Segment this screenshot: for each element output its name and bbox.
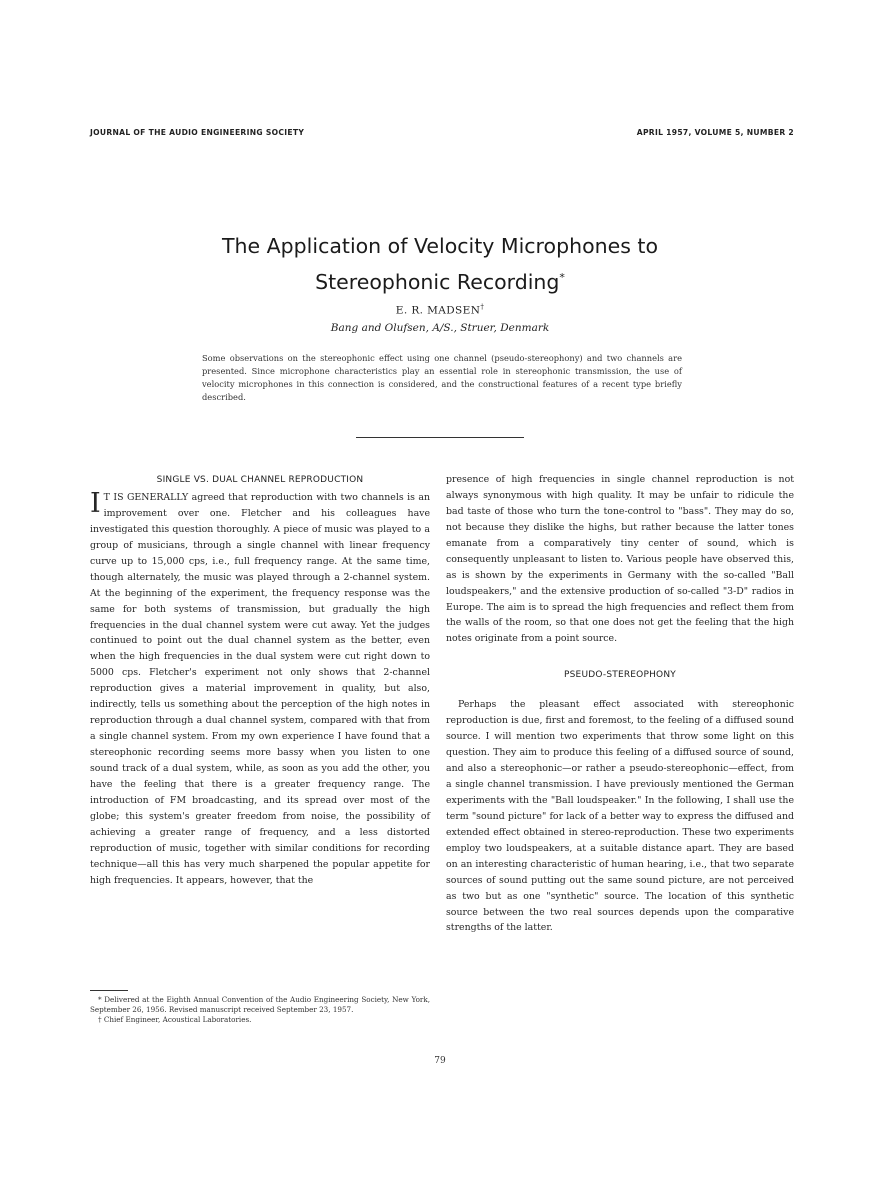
title-line-1: The Application of Velocity Microphones to — [221, 234, 658, 258]
journal-name: JOURNAL OF THE AUDIO ENGINEERING SOCIETY — [90, 128, 305, 137]
footnote-2: † Chief Engineer, Acoustical Laboratories. — [98, 1015, 252, 1024]
issue-info: APRIL 1957, VOLUME 5, NUMBER 2 — [636, 128, 794, 137]
author-footnote-mark: † — [480, 303, 485, 311]
author-affiliation: Bang and Olufsen, A/S., Struer, Denmark — [330, 322, 550, 334]
page-number: 79 — [434, 1056, 446, 1066]
right-column — [446, 472, 794, 936]
section-heading-pseudo-stereophony: PSEUDO-STEREOPHONY — [564, 670, 676, 681]
footnote-1: * Delivered at the Eighth Annual Convention of the Audio Engineering Society, New York, September 26, 1956. Revised manuscript received September 23, 1957. — [90, 995, 430, 1014]
drop-cap: I — [90, 488, 101, 519]
title-divider — [356, 437, 524, 438]
body-paragraph: I T IS GENERALLY agreed that reproduction with two channels is an improvement over one. Fletcher and his colleagues have investigated this question thoroughly. A piece of music was played to a group of musicians, through a single channel with linear frequency curve up to 15,000 cps, i.e., full frequency range. At the same time, though alternately, the music was played through a 2-channel system. At the beginning of the experiment, the frequency response was the same for both systems of transmission, but gradually the high frequencies in the dual channel system were cut away. Yet the judges continued to point out the dual channel system as the better, even when the high frequencies in the dual system were cut right down to 5000 cps. Fletcher's experiment not only shows that 2-channel reproduction gives a material improvement in quality, but also, indirectly, tells us something about the perception of the high notes in reproduction through a dual channel system, compared with that from a single channel system. From my own experience I have found that a stereophonic recording seems more bassy when you listen to one sound track of a dual system, while, as soon as you add the other, you have the feeling that there is a greater frequency range. The introduction of FM broadcasting, and its spread over most of the globe; this system's greater freedom from noise, the possibility of achieving a greater range of frequency, and a less distorted reproduction of music, together with similar conditions for recording technique—all this has very much sharpened the popular appetite for high frequencies. It appears, however, that the — [90, 488, 430, 886]
body-paragraph: Perhaps the pleasant effect associated with stereophonic reproduction is due, first and foremost, to the feeling of a diffused sound source. I will mention two experiments that throw some light on this question. They aim to produce this feeling of a diffused source of sound, and also a stereophonic—or rather a pseudo-stereophonic—effect, from a single channel transmission. I have previously mentioned the German experiments with the "Ball loudspeaker." In the following, I shall use the term "sound picture" for lack of a better way to express the diffused and extended effect obtained in stereo-reproduction. These two experiments employ two loudspeakers, at a suitable distance apart. They are based on an interesting characteristic of human hearing, i.e., that two separate sources of sound putting out the same sound picture, are not perceived as two but as one "synthetic" source. The location of this synthetic source between the two real sources depends upon the comparative strengths of the latter. — [446, 699, 794, 934]
section-heading-single-vs-dual: SINGLE VS. DUAL CHANNEL REPRODUCTION — [156, 475, 364, 485]
running-header — [90, 128, 794, 142]
body-paragraph-continued: presence of high frequencies in single channel reproduction is not always synonymous with high quality. It may be unfair to ridicule the bad taste of those who turn the tone-control to "bass". They may do so, not because they dislike the highs, but rather because the latter tones emanate from a comparatively tiny center of sound, which is consequently unpleasant to listen to. Various people have observed this, as is shown by the experiments in Germany with the so-called "Ball loudspeakers," and the extensive production of so-called "3-D" radios in Europe. The aim is to spread the high frequencies and reflect them from the walls of the room, so that one does not get the feeling that the high notes originate from a point source. — [446, 474, 794, 645]
abstract: Some observations on the stereophonic effect using one channel (pseudo-stereophony) and two channels are presented. Since microphone characteristics play an essential role in stereophonic transmission, the use of velocity microphones in this connection is considered, and the constructional features of a recent type briefly described. — [202, 353, 682, 402]
left-column — [90, 472, 430, 888]
title-line-2: Stereophonic Recording* — [315, 269, 565, 294]
footnote-rule — [90, 990, 128, 991]
title-footnote-mark: * — [559, 271, 565, 284]
author-name: E. R. MADSEN† — [395, 303, 485, 317]
article-title — [160, 230, 720, 298]
footnotes — [90, 995, 430, 1025]
